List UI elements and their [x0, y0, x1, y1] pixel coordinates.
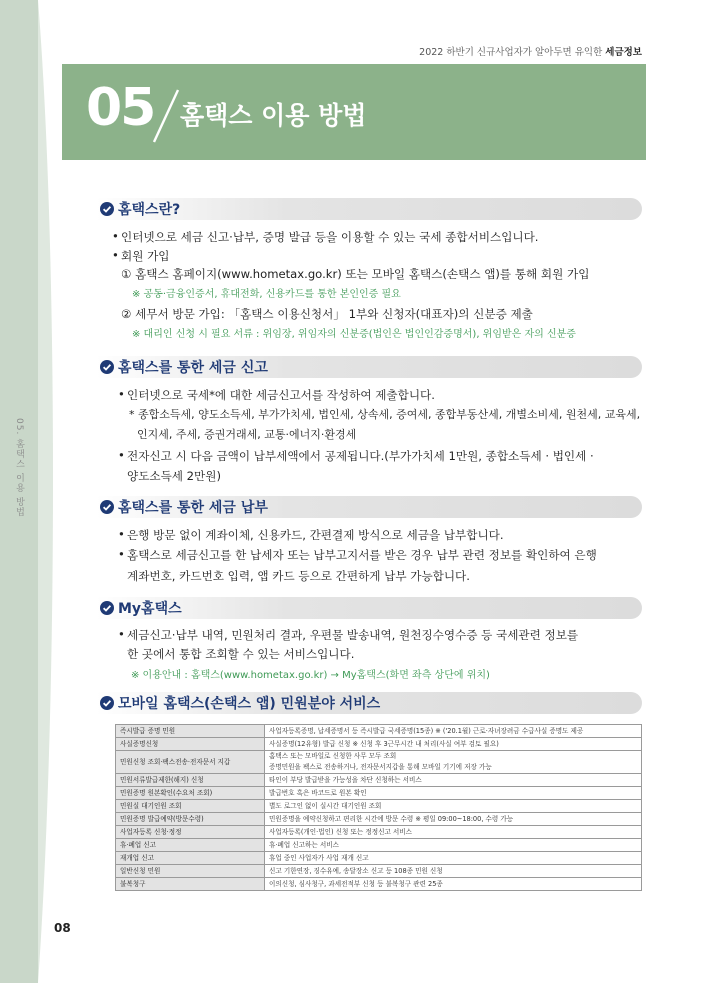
table-cell-value: 휴업 중인 사업자가 사업 재개 신고: [265, 852, 642, 865]
section-title: 홈택스란?: [118, 202, 181, 218]
table-cell-key: 민원증명 원본확인(수요처 조회): [116, 787, 265, 800]
table-cell-key: 민원실 대기인원 조회: [116, 800, 265, 813]
header-note: 2022 하반기 신규사업자가 알아두면 유익한 세금정보: [419, 47, 642, 58]
table-cell-key: 일반신청 민원: [116, 865, 265, 878]
text-line: • 회원 가입: [121, 248, 169, 264]
table-cell-value: 신고 기한연장, 징수유예, 송달장소 신고 등 108종 민원 신청: [265, 865, 642, 878]
table-cell-key: 사실증명신청: [116, 738, 265, 751]
table-cell-value: 타인이 부당 발급받을 가능성을 차단 신청하는 서비스: [265, 774, 642, 787]
table-cell-value: 별도 로그인 없이 실시간 대기인원 조회: [265, 800, 642, 813]
table-cell-value: 사업자등록증명, 납세증명서 등 즉시발급 국세증명(15종) ※ ('20.1월) 근로·자녀장려금 수급사실 증명도 제공: [265, 725, 642, 738]
note-line: ※ 대리인 신청 시 필요 서류 : 위임장, 위임자의 신분증(법인은 법인인감증명서), 위임받은 자의 신분증: [132, 329, 576, 340]
section-header-tax-payment: [96, 496, 642, 518]
left-decor-curve: [0, 0, 60, 983]
table-row: [116, 800, 642, 813]
side-chapter-label: 05. 홈택스 이용 방법: [14, 418, 24, 517]
section-header-mobile-services: [96, 692, 642, 714]
table-row: [116, 725, 642, 738]
table-row: [116, 852, 642, 865]
table-cell-value: 홈택스 또는 모바일로 신청한 사무 모두 조회 증명민원을 팩스로 전송하거나, 전자문서지갑을 통해 모바일 기기에 저장 가능: [265, 751, 642, 774]
check-circle-icon: [100, 500, 114, 514]
table-cell-key: 즉시발급 증명 민원: [116, 725, 265, 738]
section-title: 홈택스를 통한 세금 신고: [118, 360, 268, 376]
text-line: • 은행 방문 없이 계좌이체, 신용카드, 간편결제 방식으로 세금을 납부합니다.: [127, 527, 504, 543]
table-cell-value: 민원증명을 예약신청하고 편리한 시간에 방문 수령 ※ 평일 09:00~18:00, 수령 가능: [265, 813, 642, 826]
text-line: ② 세무서 방문 가입: 「홈택스 이용신청서」 1부와 신청자(대표자)의 신분증 제출: [121, 307, 533, 321]
page-number: 08: [54, 921, 71, 935]
text-line: * 종합소득세, 양도소득세, 부가가치세, 법인세, 상속세, 증여세, 종합부동산세, 개별소비세, 원천세, 교육세,: [129, 408, 641, 421]
table-row: [116, 774, 642, 787]
table-row: [116, 839, 642, 852]
table-row: [116, 751, 642, 774]
section-title: My홈택스: [118, 601, 182, 617]
note-line: ※ 공동·금융인증서, 휴대전화, 신용카드를 통한 본인인증 필요: [132, 289, 401, 300]
section-title: 모바일 홈택스(손택스 앱) 민원분야 서비스: [118, 696, 381, 712]
text-line: • 인터넷으로 세금 신고·납부, 증명 발급 등을 이용할 수 있는 국세 종합서비스입니다.: [121, 229, 539, 245]
table-cell-key: 민원신청 조회·팩스전송·전자문서 지갑: [116, 751, 265, 774]
text-line: • 전자신고 시 다음 금액이 납부세액에서 공제됩니다.(부가가치세 1만원, 종합소득세 · 법인세 ·: [127, 448, 594, 464]
table-cell-value: 발급번호 혹은 바코드로 원본 확인: [265, 787, 642, 800]
table-cell-key: 휴·폐업 신고: [116, 839, 265, 852]
text-line: 계좌번호, 카드번호 입력, 앱 카드 등으로 간편하게 납부 가능합니다.: [127, 569, 470, 583]
table-cell-value: 사업자등록(개인·법인) 신청 또는 정정신고 서비스: [265, 826, 642, 839]
table-cell-key: 재개업 신고: [116, 852, 265, 865]
table-cell-value: 사실증명(12유형) 발급 신청 ※ 신청 후 3근무시간 내 처리(사실 여부 검토 필요): [265, 738, 642, 751]
section-header-hometax: [96, 198, 642, 220]
text-line: 양도소득세 2만원): [127, 469, 221, 483]
check-circle-icon: [100, 696, 114, 710]
table-row: [116, 813, 642, 826]
table-cell-value: 휴·폐업 신고하는 서비스: [265, 839, 642, 852]
section-header-tax-filing: [96, 356, 642, 378]
title-slash-icon: [150, 88, 182, 144]
check-circle-icon: [100, 202, 114, 216]
text-line: 한 곳에서 통합 조회할 수 있는 서비스입니다.: [127, 647, 355, 661]
table-cell-key: 민원서류발급제한(해지) 신청: [116, 774, 265, 787]
section-title: 홈택스를 통한 세금 납부: [118, 500, 268, 516]
table-cell-key: 사업자등록 신청·정정: [116, 826, 265, 839]
table-cell-key: 민원증명 발급예약(방문수령): [116, 813, 265, 826]
check-circle-icon: [100, 360, 114, 374]
table-cell-key: 불복청구: [116, 878, 265, 891]
text-line: • 세금신고·납부 내역, 민원처리 결과, 우편물 발송내역, 원천징수영수증 등 국세관련 정보를: [127, 627, 578, 643]
check-circle-icon: [100, 601, 114, 615]
note-line: ※ 이용안내 : 홈택스(www.hometax.go.kr) → My홈택스(화면 좌측 상단에 위치): [131, 670, 490, 681]
page-title: 홈택스 이용 방법: [180, 101, 367, 130]
table-row: [116, 787, 642, 800]
chapter-number: 05: [86, 78, 155, 138]
table-row: [116, 865, 642, 878]
text-line: • 홈택스로 세금신고를 한 납세자 또는 납부고지서를 받은 경우 납부 관련 정보를 확인하여 은행: [127, 547, 597, 563]
text-line: 인지세, 주세, 증권거래세, 교통·에너지·환경세: [137, 428, 357, 441]
table-cell-value: 이의신청, 심사청구, 과세전적부 신청 등 불복청구 관련 25종: [265, 878, 642, 891]
text-line: ① 홈택스 홈페이지(www.hometax.go.kr) 또는 모바일 홈택스(손택스 앱)를 통해 회원 가입: [121, 267, 590, 281]
table-row: [116, 878, 642, 891]
text-line: • 인터넷으로 국세*에 대한 세금신고서를 작성하여 제출합니다.: [127, 387, 435, 403]
section-header-my-hometax: [96, 597, 642, 619]
table-row: [116, 738, 642, 751]
mobile-services-table: [115, 724, 642, 891]
table-row: [116, 826, 642, 839]
